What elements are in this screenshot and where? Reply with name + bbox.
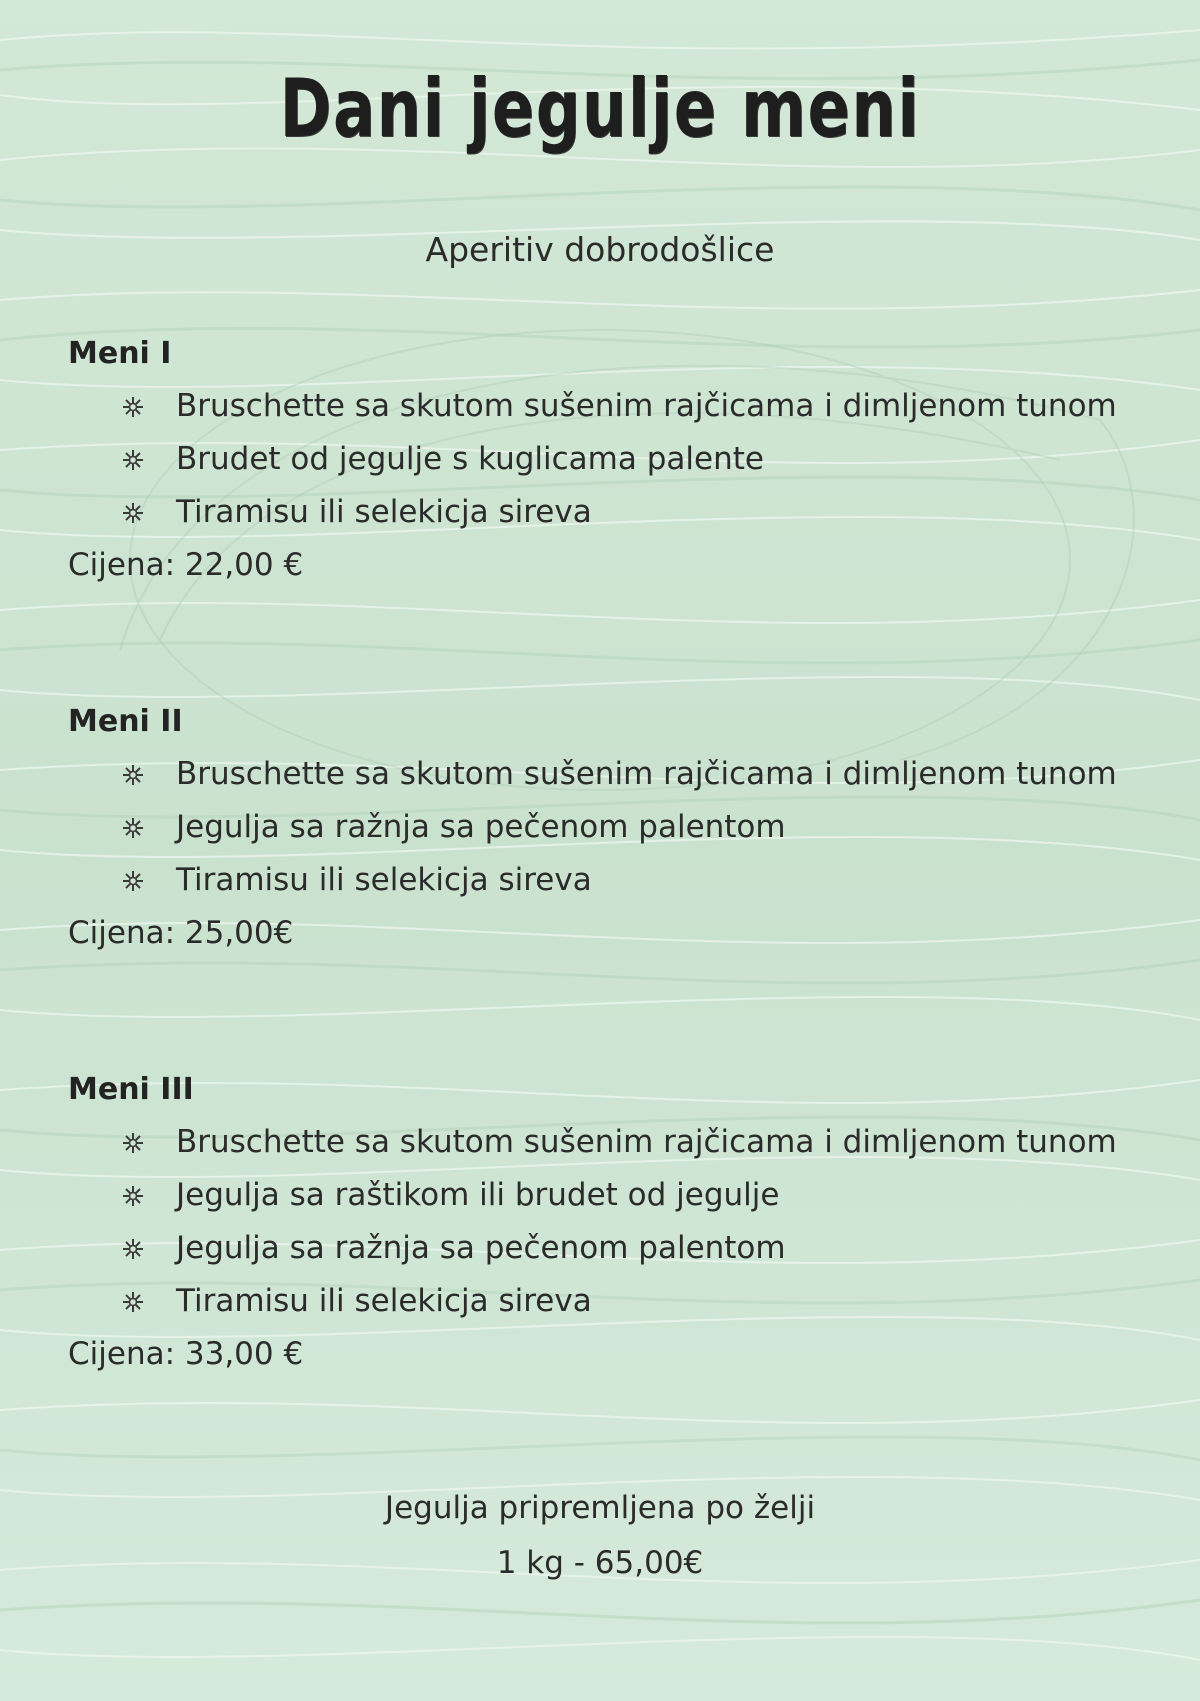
- list-item: [68, 1222, 1117, 1275]
- list-item: [68, 486, 1117, 539]
- menu-3: [68, 1064, 1117, 1380]
- menu-price: Cijena: 25,00€: [68, 915, 294, 951]
- list-item-label: Brudet od jegulje s kuglicama palente: [176, 441, 764, 477]
- list-item: [68, 854, 1117, 907]
- flower-bullet-icon: [121, 448, 145, 472]
- list-item: [68, 748, 1117, 801]
- flower-bullet-icon: [121, 395, 145, 419]
- list-item-label: Jegulja sa raštikom ili brudet od jegulje: [176, 1177, 780, 1213]
- footer-price: 1 kg - 65,00€: [496, 1545, 704, 1581]
- footer-note: Jegulja pripremljena po želji: [384, 1490, 816, 1526]
- menu-title: Meni II: [68, 704, 183, 739]
- menu-title: Meni III: [68, 1072, 194, 1107]
- list-item-label: Tiramisu ili selekicja sireva: [176, 494, 592, 530]
- list-item-label: Bruschette sa skutom sušenim rajčicama i dimljenom tunom: [176, 388, 1117, 424]
- menu-2: [68, 696, 1117, 959]
- flower-bullet-icon: [121, 1290, 145, 1314]
- list-item-label: Jegulja sa ražnja sa pečenom palentom: [176, 1230, 786, 1266]
- flower-bullet-icon: [121, 501, 145, 525]
- list-item-label: Tiramisu ili selekicja sireva: [176, 862, 592, 898]
- flower-bullet-icon: [121, 869, 145, 893]
- flower-bullet-icon: [121, 1237, 145, 1261]
- page-title: Dani jegulje meni: [279, 62, 921, 155]
- list-item-label: Jegulja sa ražnja sa pečenom palentom: [176, 809, 786, 845]
- flower-bullet-icon: [121, 763, 145, 787]
- list-item: [68, 380, 1117, 433]
- menu-title: Meni I: [68, 336, 172, 371]
- list-item: [68, 433, 1117, 486]
- flower-bullet-icon: [121, 816, 145, 840]
- list-item-label: Bruschette sa skutom sušenim rajčicama i dimljenom tunom: [176, 1124, 1117, 1160]
- list-item: [68, 1169, 1117, 1222]
- list-item-label: Bruschette sa skutom sušenim rajčicama i dimljenom tunom: [176, 756, 1117, 792]
- list-item: [68, 1116, 1117, 1169]
- menu-price: Cijena: 22,00 €: [68, 547, 304, 583]
- list-item-label: Tiramisu ili selekicja sireva: [176, 1283, 592, 1319]
- menu-price: Cijena: 33,00 €: [68, 1336, 304, 1372]
- menu-1: [68, 328, 1117, 591]
- aperitiv-line: Aperitiv dobrodošlice: [425, 230, 775, 269]
- flower-bullet-icon: [121, 1131, 145, 1155]
- flower-bullet-icon: [121, 1184, 145, 1208]
- list-item: [68, 801, 1117, 854]
- list-item: [68, 1275, 1117, 1328]
